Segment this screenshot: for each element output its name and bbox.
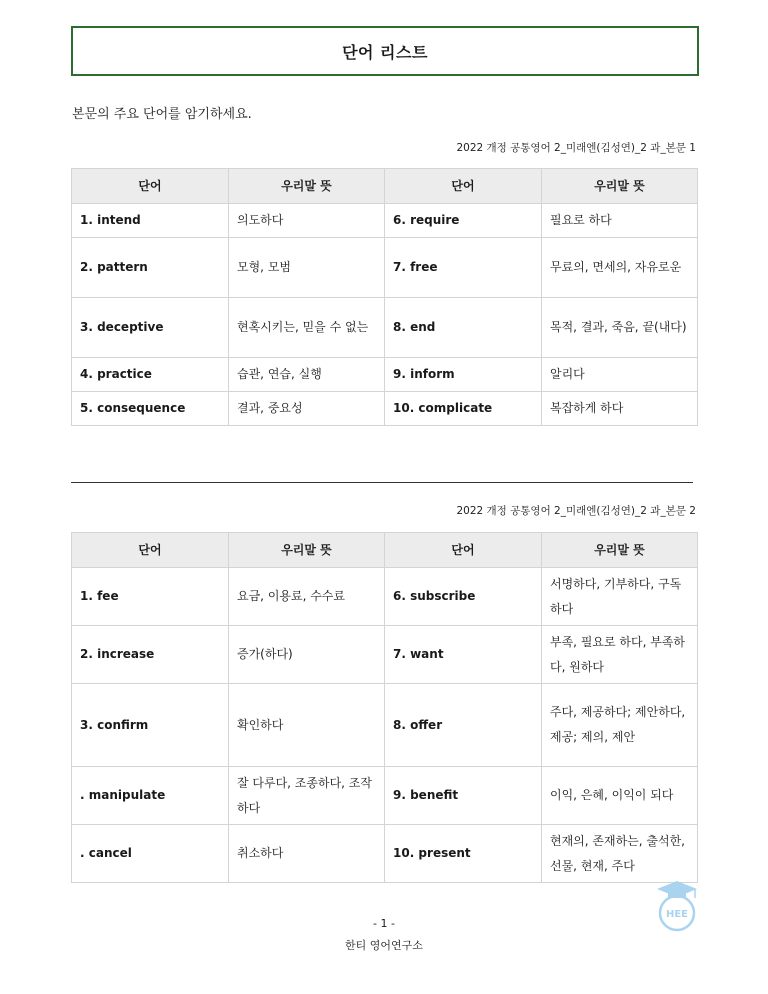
footer-organization: 한티 영어연구소: [345, 939, 423, 952]
word-cell: 7. free: [385, 238, 542, 298]
word-cell: 6. require: [385, 204, 542, 238]
title-box: [71, 26, 699, 76]
page-number: - 1 -: [373, 917, 395, 930]
word-cell: 10. present: [385, 825, 542, 883]
table-row: [72, 298, 698, 358]
word-cell: 8. offer: [385, 684, 542, 767]
header-word: 단어: [72, 169, 229, 204]
meaning-cell: 의도하다: [229, 204, 385, 238]
word-cell: 1. fee: [72, 568, 229, 626]
meaning-cell: 목적, 결과, 죽음, 끝(내다): [542, 298, 698, 358]
source-label-2: 2022 개정 공통영어 2_미래엔(김성연)_2 과_본문 2: [456, 505, 696, 517]
table-header-row: [72, 169, 698, 204]
meaning-cell: 요금, 이용료, 수수료: [229, 568, 385, 626]
table-row: [72, 684, 698, 767]
word-cell: 1. intend: [72, 204, 229, 238]
word-cell: . cancel: [72, 825, 229, 883]
word-cell: 3. deceptive: [72, 298, 229, 358]
logo-text: HEE: [665, 909, 689, 920]
table-row: [72, 767, 698, 825]
table-row: [72, 825, 698, 883]
instruction-text: 본문의 주요 단어를 암기하세요.: [72, 107, 252, 122]
word-cell: 2. pattern: [72, 238, 229, 298]
vocab-table-2: [71, 532, 698, 883]
word-cell: . manipulate: [72, 767, 229, 825]
meaning-cell: 습관, 연습, 실행: [229, 358, 385, 392]
word-cell: 7. want: [385, 626, 542, 684]
word-cell: 10. complicate: [385, 392, 542, 426]
word-cell: 8. end: [385, 298, 542, 358]
meaning-cell: 현혹시키는, 믿을 수 없는: [229, 298, 385, 358]
meaning-cell: 부족, 필요로 하다, 부족하다, 원하다: [542, 626, 698, 684]
source-label-1: 2022 개정 공통영어 2_미래엔(김성연)_2 과_본문 1: [456, 142, 696, 154]
table-row: [72, 626, 698, 684]
meaning-cell: 서명하다, 기부하다, 구독하다: [542, 568, 698, 626]
meaning-cell: 확인하다: [229, 684, 385, 767]
meaning-cell: 복잡하게 하다: [542, 392, 698, 426]
header-word: 단어: [72, 533, 229, 568]
meaning-cell: 필요로 하다: [542, 204, 698, 238]
word-cell: 4. practice: [72, 358, 229, 392]
meaning-cell: 취소하다: [229, 825, 385, 883]
header-meaning: 우리말 뜻: [229, 169, 385, 204]
section-divider: [71, 482, 693, 483]
page-title: 단어 리스트: [342, 42, 428, 62]
meaning-cell: 이익, 은혜, 이익이 되다: [542, 767, 698, 825]
meaning-cell: 현재의, 존재하는, 출석한, 선물, 현재, 주다: [542, 825, 698, 883]
header-meaning: 우리말 뜻: [542, 169, 698, 204]
meaning-cell: 결과, 중요성: [229, 392, 385, 426]
header-word: 단어: [385, 533, 542, 568]
meaning-cell: 증가(하다): [229, 626, 385, 684]
table-header-row: [72, 533, 698, 568]
table-row: [72, 358, 698, 392]
table-row: [72, 392, 698, 426]
table-row: [72, 204, 698, 238]
meaning-cell: 모형, 모범: [229, 238, 385, 298]
table-row: [72, 568, 698, 626]
vocab-table-1: [71, 168, 698, 426]
meaning-cell: 알리다: [542, 358, 698, 392]
word-cell: 9. inform: [385, 358, 542, 392]
word-cell: 2. increase: [72, 626, 229, 684]
meaning-cell: 주다, 제공하다; 제안하다, 제공; 제의, 제안: [542, 684, 698, 767]
meaning-cell: 잘 다루다, 조종하다, 조작하다: [229, 767, 385, 825]
hee-logo: [652, 878, 702, 932]
table-row: [72, 238, 698, 298]
header-word: 단어: [385, 169, 542, 204]
header-meaning: 우리말 뜻: [229, 533, 385, 568]
word-cell: 6. subscribe: [385, 568, 542, 626]
word-cell: 5. consequence: [72, 392, 229, 426]
word-cell: 3. confirm: [72, 684, 229, 767]
header-meaning: 우리말 뜻: [542, 533, 698, 568]
word-cell: 9. benefit: [385, 767, 542, 825]
meaning-cell: 무료의, 면세의, 자유로운: [542, 238, 698, 298]
